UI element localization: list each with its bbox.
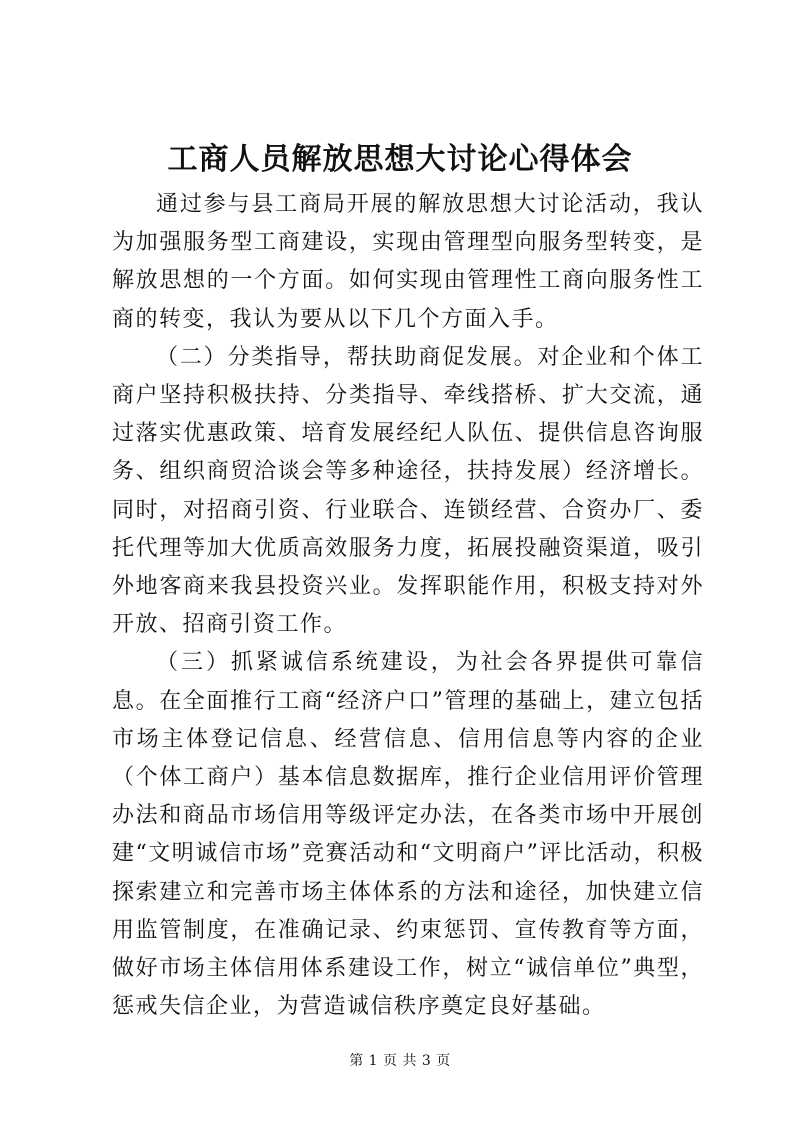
page-number-footer: 第 1 页 共 3 页 — [349, 1053, 451, 1069]
document-body — [112, 186, 704, 1026]
page-title: 工商人员解放思想大讨论心得体会 — [167, 142, 633, 177]
paragraph-section-three: （三）抓紧诚信系统建设，为社会各界提供可靠信息。在全面推行工商“经济户口”管理的基础上，建立包括市场主体登记信息、经营信息、信用信息等内容的企业（个体工商户）基本信息数据库，推行企业信用评价管理办法和商品市场信用等级评定办法，在各类市场中开展创建“文明诚信市场”竞赛活动和“文明商户”评比活动，积极探索建立和完善市场主体体系的方法和途径，加快建立信用监管制度，在准确记录、约束惩罚、宣传教育等方面，做好市场主体信用体系建设工作，树立“诚信单位”典型，惩戒失信企业，为营造诚信秩序奠定良好基础。 — [112, 650, 704, 1020]
paragraph-intro: 通过参与县工商局开展的解放思想大讨论活动，我认为加强服务型工商建设，实现由管理型向服务型转变，是解放思想的一个方面。如何实现由管理性工商向服务性工商的转变，我认为要从以下几个方面入手。 — [112, 192, 704, 332]
paragraph-section-two: （二）分类指导，帮扶助商促发展。对企业和个体工商户坚持积极扶持、分类指导、牵线搭桥、扩大交流，通过落实优惠政策、培育发展经纪人队伍、提供信息咨询服务、组织商贸洽谈会等多种途径，扶持发展）经济增长。同时，对招商引资、行业联合、连锁经营、合资办厂、委托代理等加大优质高效服务力度，拓展投融资渠道，吸引外地客商来我县投资兴业。发挥职能作用，积极支持对外开放、招商引资工作。 — [112, 344, 704, 638]
